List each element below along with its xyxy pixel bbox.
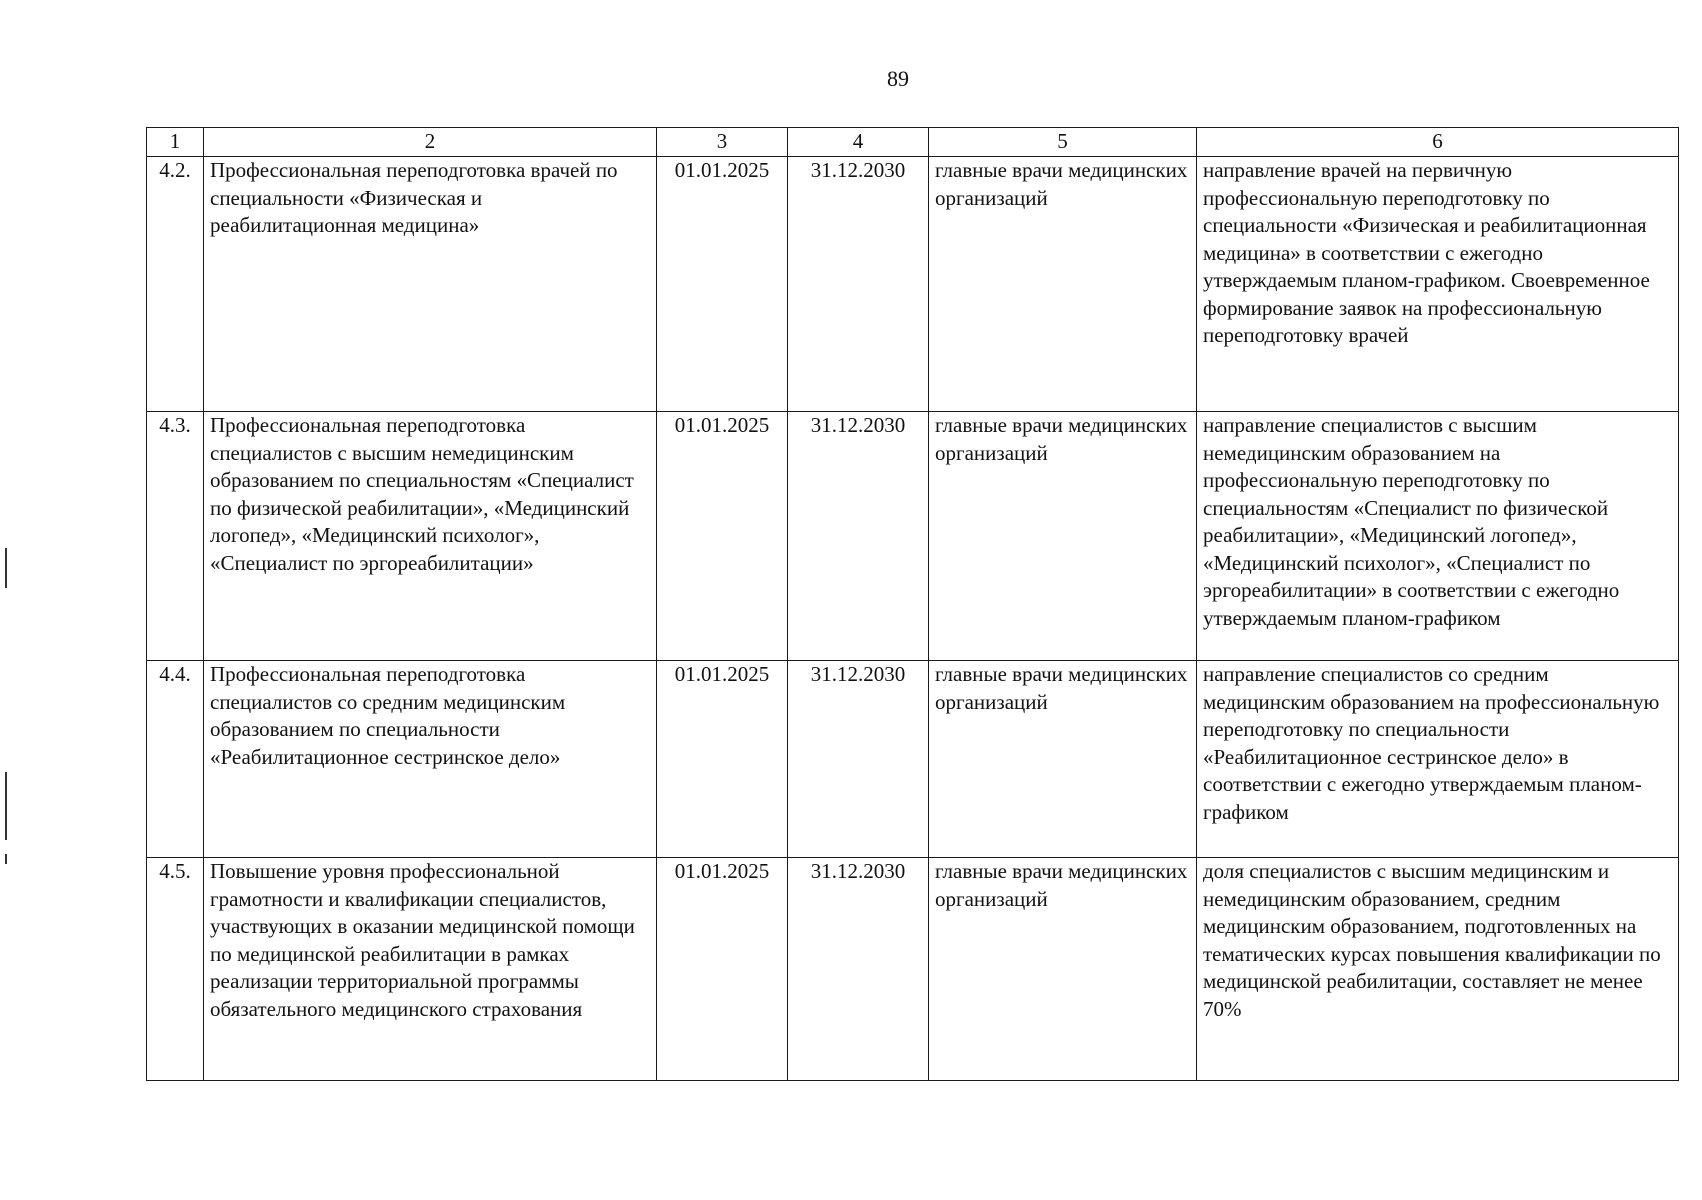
column-number-5: 5: [929, 128, 1197, 157]
scan-margin-mark: [5, 772, 7, 840]
row-number: 4.3.: [147, 412, 204, 661]
row-number: 4.4.: [147, 661, 204, 858]
responsible: главные врачи медицинских организаций: [929, 157, 1197, 412]
end-date: 31.12.2030: [788, 858, 929, 1081]
responsible: главные врачи медицинских организаций: [929, 661, 1197, 858]
activity-name: Повышение уровня профессиональной грамотности и квалификации специалистов, участвующих в оказании медицинской помощи по медицинской реабилитации в рамках реализации территориальной программы обязательного медицинского страхования: [204, 858, 657, 1081]
expected-result: направление врачей на первичную профессиональную переподготовку по специальности «Физическая и реабилитационная медицина» в соответствии с ежегодно утверждаемым планом-графиком. Своевременное формирование заявок на профессиональную переподготовку врачей: [1197, 157, 1679, 412]
end-date: 31.12.2030: [788, 412, 929, 661]
row-number: 4.5.: [147, 858, 204, 1081]
start-date: 01.01.2025: [657, 661, 788, 858]
start-date: 01.01.2025: [657, 858, 788, 1081]
scan-margin-mark: [5, 854, 7, 864]
page-number: 89: [887, 66, 909, 91]
column-number-2: 2: [204, 128, 657, 157]
responsible: главные врачи медицинских организаций: [929, 858, 1197, 1081]
column-number-1: 1: [147, 128, 204, 157]
row-number: 4.2.: [147, 157, 204, 412]
column-number-6: 6: [1197, 128, 1679, 157]
table-row: [147, 661, 1679, 858]
table-row: [147, 412, 1679, 661]
table-header-row: [147, 128, 1679, 157]
column-number-4: 4: [788, 128, 929, 157]
end-date: 31.12.2030: [788, 661, 929, 858]
activities-table: [146, 127, 1679, 1081]
activity-name: Профессиональная переподготовка специалистов с высшим немедицинским образованием по специальностям «Специалист по физической реабилитации», «Медицинский логопед», «Медицинский психолог», «Специалист по эргореабилитации»: [204, 412, 657, 661]
column-number-3: 3: [657, 128, 788, 157]
activity-name: Профессиональная переподготовка специалистов со средним медицинским образованием по специальности «Реабилитационное сестринское дело»: [204, 661, 657, 858]
end-date: 31.12.2030: [788, 157, 929, 412]
scan-margin-mark: [5, 548, 7, 588]
table-row: [147, 858, 1679, 1081]
activity-name: Профессиональная переподготовка врачей по специальности «Физическая и реабилитационная медицина»: [204, 157, 657, 412]
expected-result: доля специалистов с высшим медицинским и немедицинским образованием, средним медицинским образованием, подготовленных на тематических курсах повышения квалификации по медицинской реабилитации, составляет не менее 70%: [1197, 858, 1679, 1081]
expected-result: направление специалистов со средним медицинским образованием на профессиональную переподготовку по специальности «Реабилитационное сестринское дело» в соответствии с ежегодно утверждаемым планом-графиком: [1197, 661, 1679, 858]
table-row: [147, 157, 1679, 412]
start-date: 01.01.2025: [657, 157, 788, 412]
expected-result: направление специалистов с высшим немедицинским образованием на профессиональную переподготовку по специальностям «Специалист по физической реабилитации», «Медицинский логопед», «Медицинский психолог», «Специалист по эргореабилитации» в соответствии с ежегодно утверждаемым планом-графиком: [1197, 412, 1679, 661]
responsible: главные врачи медицинских организаций: [929, 412, 1197, 661]
start-date: 01.01.2025: [657, 412, 788, 661]
